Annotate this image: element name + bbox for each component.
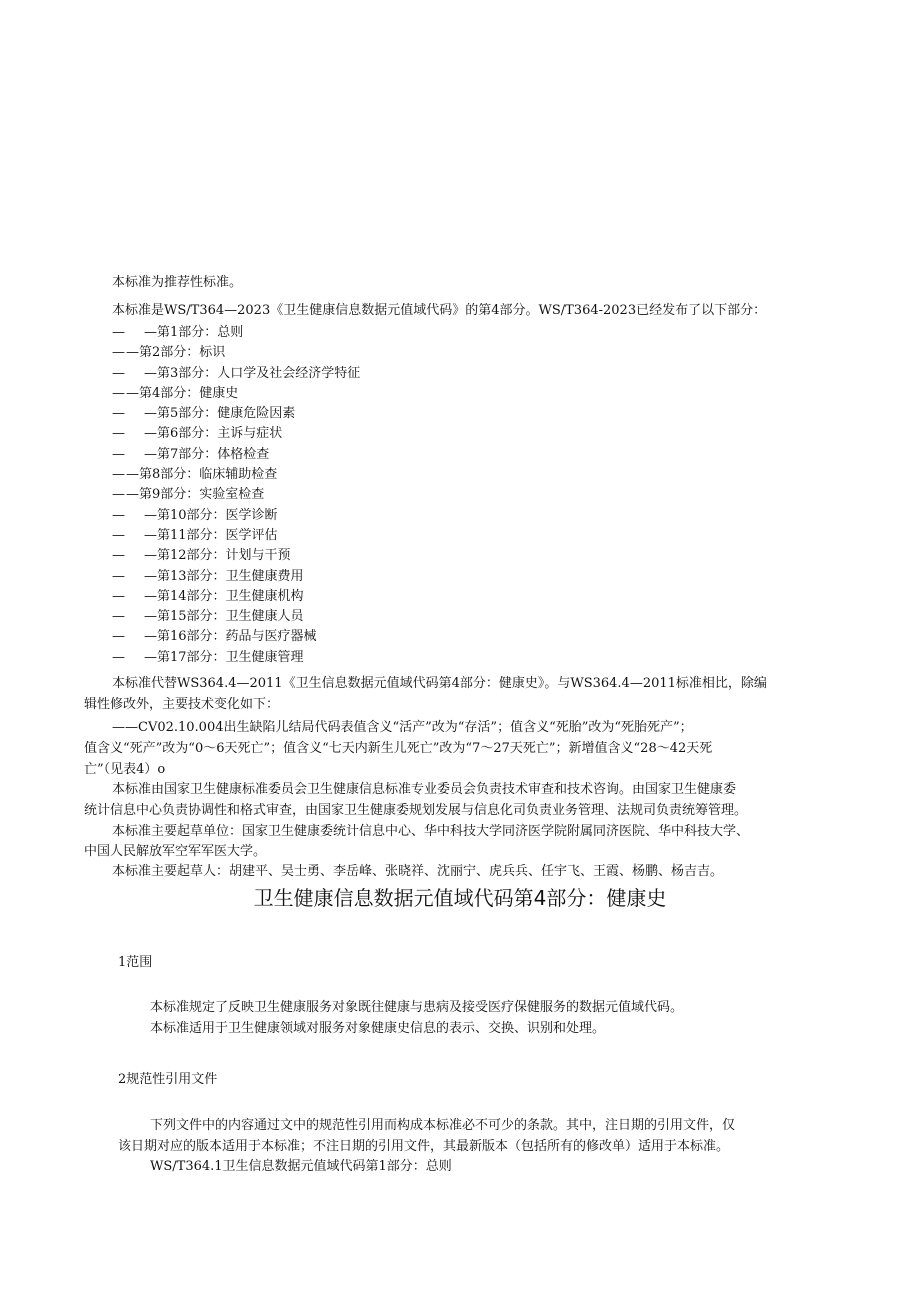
review-line2: 统计信息中心负责协调性和格式审查，由国家卫生健康委规划发展与信息化司负责业务管理、法规司负责统筹管理。: [84, 803, 748, 818]
replacement-note-line1: 本标准代替WS364.4—2011《卫生信息数据元值域代码第4部分：健康史》。与WS364.4—2011标准相比，除编: [112, 676, 767, 691]
list-item: — —第11部分：医学评估: [112, 527, 278, 543]
list-item: — —第5部分：健康危险因素: [112, 406, 296, 422]
review-line1: 本标准由国家卫生健康标准委员会卫生健康信息标准专业委员会负责技术审查和技术咨询。由国家卫生健康委: [112, 782, 737, 797]
foreword-part-intro: 本标准是WS/T364—2023《卫生健康信息数据元值域代码》的第4部分。WS/T364-2023已经发布了以下部分：: [112, 303, 767, 318]
list-item: — —第12部分：计划与干预: [112, 548, 291, 564]
change-line2: 值含义“死产”改为“0～6天死亡”；值含义“七天内新生儿死亡”改为“7～27天死亡”；新增值含义“28～42天死: [84, 741, 713, 756]
parts-list: [112, 323, 360, 668]
list-item: — —第17部分：卫生健康管理: [112, 649, 304, 665]
list-item: — —第7部分：体格检查: [112, 446, 270, 462]
list-item: ——第8部分：临床辅助检查: [112, 467, 278, 483]
change-line1: ——CV02.10.004出生缺陷儿结局代码表值含义“活产”改为“存活”；值含义“死胎”改为“死胎死产”；: [112, 720, 693, 735]
list-item: ——第9部分：实验室检查: [112, 487, 265, 503]
section-2-p1-line1: 下列文件中的内容通过文中的规范性引用而构成本标准必不可少的条款。其中，注日期的引用文件，仅: [150, 1118, 736, 1133]
list-item: — —第3部分：人口学及社会经济学特征: [112, 365, 361, 381]
page-title: 卫生健康信息数据元值域代码第4部分：健康史: [253, 886, 667, 910]
drafters: 本标准主要起草人：胡建平、吴士勇、李岳峰、张晓祥、沈丽宁、虎兵兵、任宇飞、王霞、杨鹏、杨吉吉。: [112, 864, 724, 879]
list-item: — —第14部分：卫生健康机构: [112, 588, 304, 604]
foreword-recommended: 本标准为推荐性标准。: [112, 275, 243, 290]
section-1-p2: 本标准适用于卫生健康领域对服务对象健康史信息的表示、交换、识别和处理。: [150, 1021, 606, 1036]
list-item: — —第16部分：药品与医疗器械: [112, 629, 317, 645]
section-2-p1-line2: 该日期对应的版本适用于本标准；不注日期的引用文件，其最新版本（包括所有的修改单）适用于本标准。: [118, 1139, 730, 1154]
replacement-note-line2: 辑性修改外，主要技术变化如下：: [84, 697, 280, 712]
list-item: — —第10部分：医学诊断: [112, 507, 278, 523]
section-2-heading: 2规范性引用文件: [118, 1072, 218, 1087]
list-item: — —第6部分：主诉与症状: [112, 426, 283, 442]
section-2-ref1: WS/T364.1卫生信息数据元值域代码第1部分：总则: [150, 1159, 452, 1174]
list-item: — —第1部分：总则: [112, 325, 244, 340]
list-item: — —第15部分：卫生健康人员: [112, 609, 304, 625]
list-item: — —第13部分：卫生健康费用: [112, 568, 304, 584]
change-line3: 亡”（见表4）o: [84, 762, 166, 777]
drafting-units-line2: 中国人民解放军空军军医大学。: [84, 844, 267, 859]
list-item: ——第2部分：标识: [112, 345, 226, 361]
section-1-p1: 本标准规定了反映卫生健康服务对象既往健康与患病及接受医疗保健服务的数据元值域代码。: [150, 1000, 684, 1015]
section-1-heading: 1范围: [118, 955, 153, 970]
drafting-units-line1: 本标准主要起草单位：国家卫生健康委统计信息中心、华中科技大学同济医学院附属同济医院、华中科技大学、: [112, 824, 750, 839]
list-item: ——第4部分：健康史: [112, 385, 239, 401]
